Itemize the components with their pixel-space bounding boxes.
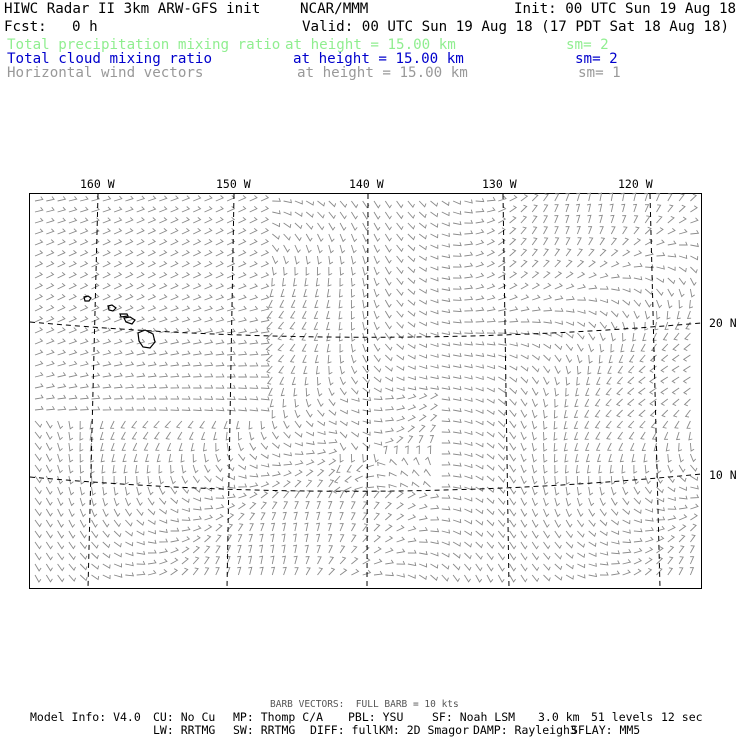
grid-spacing: 3.0 km: [538, 710, 580, 724]
field-precip-level: at height = 15.00 km: [285, 37, 456, 53]
pbl-scheme: PBL: YSU: [348, 710, 404, 724]
model-title: HIWC Radar II 3km ARW-GFS init: [4, 1, 261, 17]
km-option: KM: 2D Smagor: [379, 723, 470, 737]
lon-label-120w: 120 W: [618, 177, 653, 191]
longwave-scheme: LW: RRTMG: [153, 723, 216, 737]
fcst-value: 0 h: [72, 19, 98, 35]
field-cloud-level: at height = 15.00 km: [293, 51, 464, 67]
shortwave-scheme: SW: RRTMG: [233, 723, 296, 737]
org-label: NCAR/MMM: [300, 1, 369, 17]
init-time: Init: 00 UTC Sun 19 Aug 18: [514, 1, 737, 17]
time-step: 12 sec: [661, 710, 703, 724]
lon-label-160w: 160 W: [80, 177, 115, 191]
field-cloud-name: Total cloud mixing ratio: [7, 51, 212, 67]
field-precip-smooth: sm= 2: [566, 37, 609, 53]
model-version: Model Info: V4.0: [30, 710, 141, 724]
cumulus-scheme: CU: No Cu: [153, 710, 216, 724]
lat-label-10n: 10 N: [709, 468, 737, 482]
diffusion-option: DIFF: full: [310, 723, 380, 737]
fcst-label: Fcst:: [4, 19, 47, 35]
surface-scheme: SF: Noah LSM: [432, 710, 516, 724]
vertical-levels: 51 levels: [591, 710, 654, 724]
field-wind-level: at height = 15.00 km: [297, 65, 468, 81]
lon-label-150w: 150 W: [216, 177, 251, 191]
surface-layer-option: SFLAY: MM5: [571, 723, 641, 737]
microphysics-scheme: MP: Thomp C/A: [233, 710, 324, 724]
field-precip-name: Total precipitation mixing ratio: [7, 37, 281, 53]
valid-time: Valid: 00 UTC Sun 19 Aug 18 (17 PDT Sat 18 Aug 18): [302, 19, 730, 35]
damping-option: DAMP: Rayleigh3: [473, 723, 577, 737]
lon-label-130w: 130 W: [482, 177, 517, 191]
field-wind-name: Horizontal wind vectors: [7, 65, 204, 81]
lat-label-20n: 20 N: [709, 316, 737, 330]
field-wind-smooth: sm= 1: [578, 65, 621, 81]
field-cloud-smooth: sm= 2: [575, 51, 618, 67]
lon-label-140w: 140 W: [349, 177, 384, 191]
barb-legend: BARB VECTORS: FULL BARB = 10 kts: [270, 699, 459, 710]
